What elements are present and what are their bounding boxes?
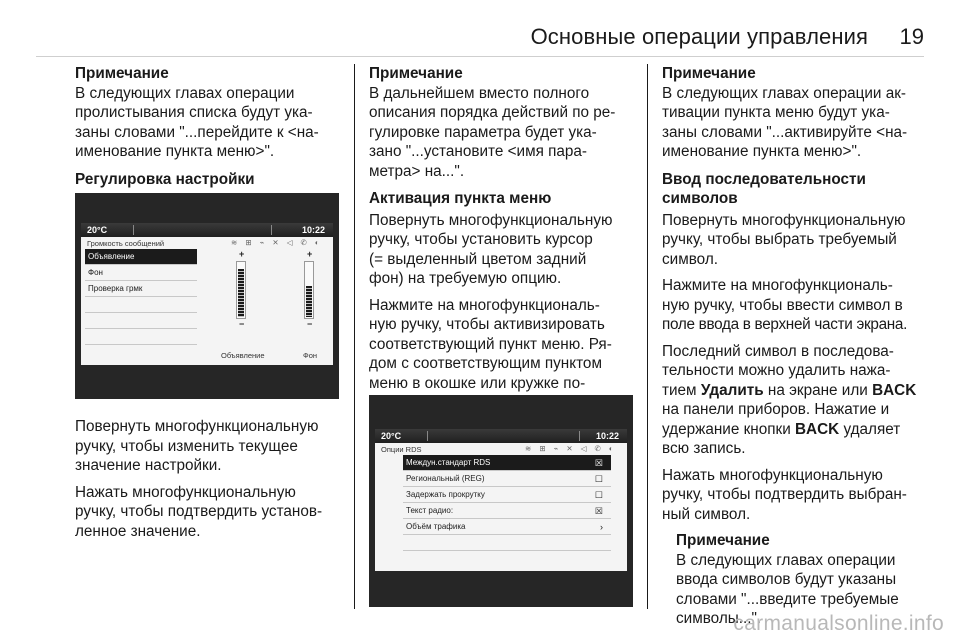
topbar-separator: [271, 225, 272, 235]
text-line: на панели приборов. Нажатие и: [662, 401, 890, 418]
screen-subtitle: Громкость сообщений: [87, 239, 165, 248]
note-line: словами "...введите требуемые: [676, 590, 899, 608]
text-run: удаляет: [839, 420, 901, 438]
menu-item-label: Объём трафика: [406, 522, 466, 531]
status-icons: ≋ ⊞ ⌁ ✕ ◁ ✆ ◐: [231, 238, 323, 247]
menu-item-label: Задержать прокрутку: [406, 490, 485, 499]
note-title: Примечание: [676, 532, 770, 549]
section-heading-input: [662, 170, 932, 209]
section-heading-adjust: Регулировка настройки: [75, 170, 255, 188]
note-line: символы...".: [676, 610, 762, 627]
text-line: ручку, чтобы подтвердить выбран-: [662, 486, 907, 503]
note-title: Примечание: [662, 65, 756, 82]
menu-item-volume-check[interactable]: Проверка грмк: [85, 281, 197, 297]
clock: 10:22: [301, 225, 325, 235]
paragraph: [662, 342, 932, 459]
column-divider: [354, 64, 355, 609]
menu-item-empty: [403, 535, 611, 551]
text-line: соответствующий пункт меню. Ря-: [369, 335, 612, 353]
slider-announcement[interactable]: [236, 261, 246, 319]
note-line: гулировке параметра будет ука-: [369, 123, 597, 141]
paragraph: [662, 276, 932, 335]
text-line: Повернуть многофункциональную: [369, 211, 613, 229]
text-line: ручку, чтобы выбрать требуемый: [662, 231, 897, 248]
menu-item-label: Текст радио:: [406, 506, 454, 515]
menu-item-radio-text[interactable]: [403, 503, 611, 519]
note-title: Примечание: [369, 65, 463, 82]
text-line: ручку, чтобы подтвердить установ-: [75, 503, 323, 520]
checkbox-unchecked-icon[interactable]: ☐: [594, 490, 603, 500]
note-line: В следующих главах операции: [676, 551, 896, 569]
screen-topbar: [375, 429, 627, 443]
text-run: удержание кнопки: [662, 420, 795, 438]
paragraph: [662, 211, 932, 270]
text-line: ленное значение.: [75, 522, 201, 540]
note-line: заны словами "...перейдите к <на-: [75, 123, 319, 141]
note-1: [75, 64, 343, 162]
heading-line: символов: [662, 190, 738, 207]
text-run: на экране или: [763, 381, 873, 399]
column-1: [75, 64, 343, 191]
note-title: Примечание: [75, 65, 169, 82]
note-line: В следующих главах операции ак-: [662, 84, 907, 102]
note-3: [662, 64, 932, 162]
topbar-separator: [579, 431, 580, 441]
text-line: символ.: [662, 250, 719, 268]
menu-item-regional[interactable]: [403, 471, 611, 487]
delete-key-label: Удалить: [700, 381, 764, 399]
text-line: [662, 381, 932, 401]
note-line: зано "...установите <имя пара-: [369, 143, 588, 160]
topbar-separator: [133, 225, 134, 235]
note-line: заны словами "...активируйте <на-: [662, 123, 908, 141]
menu-item-announcement[interactable]: Объявление: [85, 249, 197, 265]
slider-fill: [238, 269, 244, 317]
slider-fill: [306, 286, 312, 317]
slider-label-announcement: Объявление: [221, 351, 265, 360]
paragraph: [369, 211, 635, 289]
note-line: пролистывания списка будут ука-: [75, 104, 313, 121]
page-number: 19: [899, 24, 924, 49]
minus-icon: −: [239, 319, 245, 329]
paragraph: [75, 483, 343, 542]
column-1-lower: [75, 417, 343, 548]
minus-icon: −: [307, 319, 313, 329]
text-line: ручку, чтобы установить курсор: [369, 231, 593, 248]
topbar-separator: [427, 431, 428, 441]
paragraph: [662, 466, 932, 525]
screen-image-rds-options: [369, 395, 633, 607]
text-line: Последний символ в последова-: [662, 342, 894, 360]
note-line: именование пункта меню>".: [662, 143, 862, 160]
slider-label-background: Фон: [303, 351, 318, 360]
note-line: тивации пункта меню будут ука-: [662, 104, 890, 121]
column-2: [369, 64, 635, 420]
screen-subtitle: Опции RDS: [381, 445, 422, 454]
text-line: ручку, чтобы изменить текущее: [75, 437, 298, 455]
column-divider: [647, 64, 648, 609]
text-line: тельности можно удалить нажа-: [662, 362, 891, 379]
text-line: Нажмите на многофункциональ-: [369, 296, 600, 314]
note-line: именование пункта меню>".: [75, 143, 275, 160]
text-line: фон) на требуемую опцию.: [369, 270, 562, 287]
menu-item-rds-international[interactable]: [403, 455, 611, 471]
checkbox-checked-icon[interactable]: ☒: [594, 458, 603, 468]
text-line: ную ручку, чтобы активизировать: [369, 316, 605, 333]
menu-item-label: Междун.стандарт RDS: [406, 458, 491, 467]
text-line: меню в окошке или кружке по-: [369, 374, 586, 392]
note-line: метра> на...".: [369, 162, 465, 180]
note-2: [369, 64, 635, 181]
paragraph: [75, 417, 343, 476]
menu-item-empty: [85, 329, 197, 345]
text-line: дом с соответствующим пунктом: [369, 355, 602, 372]
plus-icon: +: [307, 249, 313, 259]
screen-image-volume: [75, 193, 339, 399]
menu-item-empty: [85, 313, 197, 329]
note-line: В дальнейшем вместо полного: [369, 84, 590, 102]
slider-background[interactable]: [304, 261, 314, 319]
screen-topbar: [81, 223, 333, 237]
text-line: Нажмите на многофункциональ-: [662, 277, 893, 294]
text-line: (= выделенный цветом задний: [369, 250, 587, 268]
text-line: Нажать многофункциональную: [75, 483, 296, 501]
header-divider: [36, 56, 924, 57]
status-icons: ≋ ⊞ ⌁ ✕ ◁ ✆ ◐: [525, 444, 617, 453]
heading-line: Ввод последовательности: [662, 170, 866, 188]
back-key-label: BACK: [795, 420, 840, 438]
plus-icon: +: [239, 249, 245, 259]
watermark: carmanualsonline.info: [733, 612, 944, 635]
page-title: Основные операции управления: [530, 24, 868, 49]
back-key-label: BACK: [872, 381, 917, 399]
text-line: Повернуть многофункциональную: [662, 211, 906, 229]
menu-item-empty: [85, 297, 197, 313]
text-line: значение настройки.: [75, 457, 222, 474]
section-heading-activate: Активация пункта меню: [369, 190, 552, 207]
checkbox-checked-icon[interactable]: ☒: [594, 506, 603, 516]
note-line: В следующих главах операции: [75, 84, 295, 102]
text-line: ный символ.: [662, 505, 751, 523]
temperature: 20°C: [87, 225, 108, 235]
menu-item-hold-scroll[interactable]: [403, 487, 611, 503]
text-line: [662, 420, 932, 440]
menu-item-traffic-volume[interactable]: [403, 519, 611, 535]
text-line: Нажать многофункциональную: [662, 466, 883, 484]
menu-item-background[interactable]: Фон: [85, 265, 197, 281]
column-3: [662, 64, 932, 637]
chevron-right-icon: ›: [600, 522, 603, 532]
page-header: [0, 0, 960, 58]
checkbox-unchecked-icon[interactable]: ☐: [594, 474, 603, 484]
text-line: всю запись.: [662, 440, 746, 457]
text-line: поле ввода в верхней части экрана.: [662, 316, 908, 333]
note-line: ввода символов будут указаны: [676, 571, 897, 588]
menu-item-label: Региональный (REG): [406, 474, 485, 483]
clock: 10:22: [595, 431, 619, 441]
text-line: ную ручку, чтобы ввести символ в: [662, 296, 903, 314]
temperature: 20°C: [381, 431, 402, 441]
note-line: описания порядка действий по ре-: [369, 104, 616, 121]
text-run: тием: [662, 381, 701, 399]
text-line: Повернуть многофункциональную: [75, 418, 319, 435]
